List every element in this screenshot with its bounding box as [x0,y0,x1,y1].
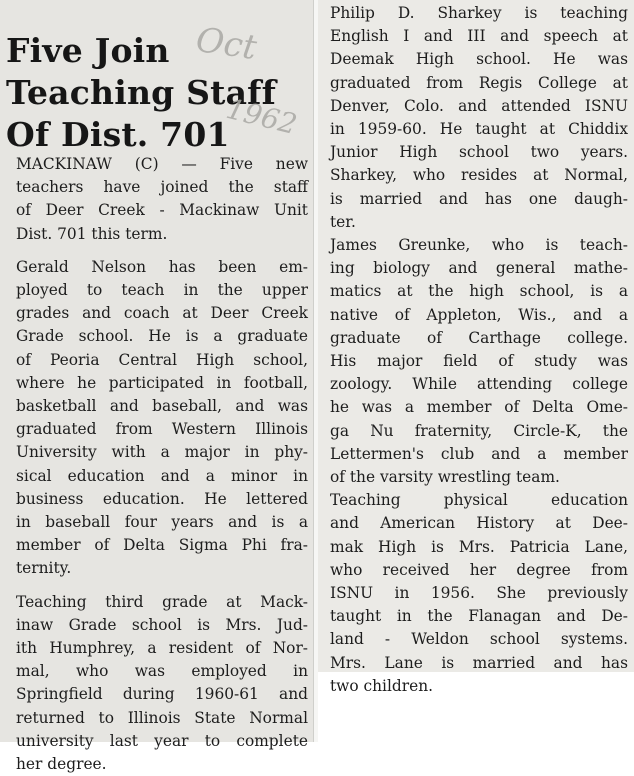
paragraph-humphrey [16,591,308,776]
text-line: her degree. [16,755,107,774]
paragraph-sharkey [330,2,628,234]
text-line: Lettermen's club and a member [330,444,628,463]
text-line: Mrs. Lane is married and has [330,653,628,672]
text-line: returned to Illinois State Normal [16,708,308,727]
text-line: ISNU in 1956. She previously [330,584,628,603]
text-line: graduate of Carthage college. [330,328,628,347]
text-line: ployed to teach in the upper [16,281,308,300]
text-line: His major field of study was [330,352,628,371]
text-line: zoology. While attending college [330,375,628,394]
text-line: grades and coach at Deer Creek [16,304,308,323]
text-line: Sharkey, who resides at Normal, [330,166,628,185]
headline [6,30,306,156]
text-line: Junior High school two years. [330,143,628,162]
text-line: university last year to complete [16,731,308,750]
text-line: English I and III and speech at [330,27,628,46]
text-line: is married and has one daugh- [330,189,628,208]
text-line: he was a member of Delta Ome- [330,398,628,417]
text-line: Denver, Colo. and attended ISNU [330,96,628,115]
text-line: taught in the Flanagan and De- [330,607,628,626]
text-line: land - Weldon school systems. [330,630,628,649]
text-line: ing biology and general mathe- [330,259,628,278]
text-line: of the varsity wrestling team. [330,468,560,487]
headline-line-1: Five Join [6,31,170,70]
text-line: of Peoria Central High school, [16,350,308,369]
text-line: teachers have joined the staff [16,178,308,197]
text-line: two children. [330,676,434,695]
text-line: in baseball four years and is a [16,513,308,532]
handwritten-year: 1962 [223,91,301,142]
text-line: Grade school. He is a graduate [16,327,308,346]
text-line: Dist. 701 this term. [16,224,168,243]
text-line: Springfield during 1960-61 and [16,685,308,704]
text-line: University with a major in phy- [16,443,308,462]
paragraph-greunke [330,234,628,489]
text-line: Teaching physical education [330,491,628,510]
text-line: Deemak High school. He was [330,50,628,69]
text-line: graduated from Western Illinois [16,420,308,439]
text-line: inaw Grade school is Mrs. Jud- [16,615,308,634]
headline-line-2: Teaching Staff [6,73,276,112]
text-line: in 1959-60. He taught at Chiddix [330,120,628,139]
text-line: basketball and baseball, and was [16,397,308,416]
text-line: ter. [330,212,356,231]
text-line: native of Appleton, Wis., and a [330,305,628,324]
text-line: member of Delta Sigma Phi fra- [16,536,308,555]
text-line: matics at the high school, is a [330,282,628,301]
text-line: ga Nu fraternity, Circle-K, the [330,421,628,440]
text-line: Teaching third grade at Mack- [16,592,308,611]
paragraph-lane [330,489,628,698]
right-column-text [330,2,628,698]
text-line: business education. He lettered [16,489,308,508]
left-column-text [16,153,308,776]
text-line: MACKINAW (C) — Five new [16,155,308,173]
text-line: and American History at Dee- [330,514,628,533]
text-line: of Deer Creek - Mackinaw Unit [16,201,308,220]
text-line: sical education and a minor in [16,466,308,485]
text-line: where he participated in football, [16,373,308,392]
headline-line-3: Of Dist. 701 [6,115,230,154]
text-line: ternity. [16,559,72,578]
handwritten-month: Oct [193,19,260,69]
text-line: ith Humphrey, a resident of Nor- [16,639,308,658]
text-line: who received her degree from [330,560,628,579]
text-line: mak High is Mrs. Patricia Lane, [330,537,628,556]
lede-paragraph [16,153,308,246]
text-line: mal, who was employed in [16,662,308,681]
text-line: Philip D. Sharkey is teaching [330,4,628,22]
paragraph-nelson [16,256,308,581]
text-line: Gerald Nelson has been em- [16,257,308,276]
text-line: graduated from Regis College at [330,73,628,92]
text-line: James Greunke, who is teach- [330,236,628,255]
